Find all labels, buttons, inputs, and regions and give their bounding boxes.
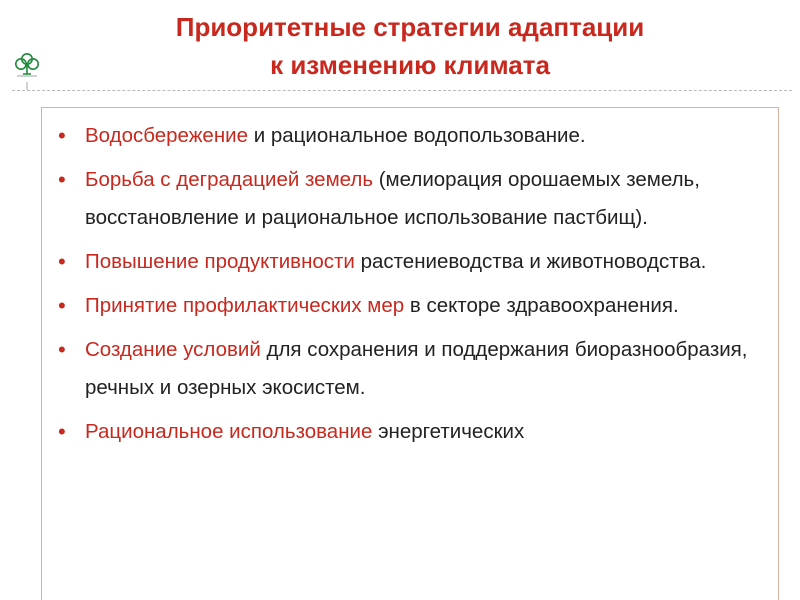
bullet-text: в секторе здравоохранения. bbox=[404, 294, 679, 317]
title-line-2: к изменению климата bbox=[270, 50, 550, 80]
bullet-text: энергетических bbox=[372, 420, 525, 443]
bullet-item bbox=[58, 161, 758, 237]
bullet-text: (мелиорация орошаемых земель, восстановление и рациональное использование пастбищ). bbox=[85, 168, 700, 229]
bullet-item bbox=[58, 117, 758, 155]
bullet-text: растениеводства и животноводства. bbox=[354, 250, 707, 273]
header-divider bbox=[12, 90, 792, 91]
bullet-item bbox=[58, 243, 758, 281]
bullet-item bbox=[58, 413, 758, 451]
bullet-list bbox=[58, 117, 758, 457]
bullet-item bbox=[58, 331, 758, 407]
title-line-1: Приоритетные стратегии адаптации bbox=[175, 12, 645, 42]
bullet-text: для сохранения и поддержания биоразнообразия, речных и озерных экосистем. bbox=[85, 338, 748, 399]
bullet-highlight: Борьба с деградацией земель bbox=[85, 168, 374, 191]
bullet-highlight: Повышение продуктивности bbox=[85, 250, 355, 273]
bullet-text: и рациональное водопользование. bbox=[248, 124, 586, 147]
slide-title bbox=[60, 8, 760, 84]
bullet-item bbox=[58, 287, 758, 325]
bullet-highlight: Водосбережение bbox=[85, 124, 249, 147]
bullet-highlight: Рациональное использование bbox=[85, 420, 373, 443]
bullet-highlight: Принятие профилактических мер bbox=[85, 294, 405, 317]
bullet-highlight: Создание условий bbox=[85, 338, 261, 361]
tree-icon bbox=[10, 48, 44, 90]
